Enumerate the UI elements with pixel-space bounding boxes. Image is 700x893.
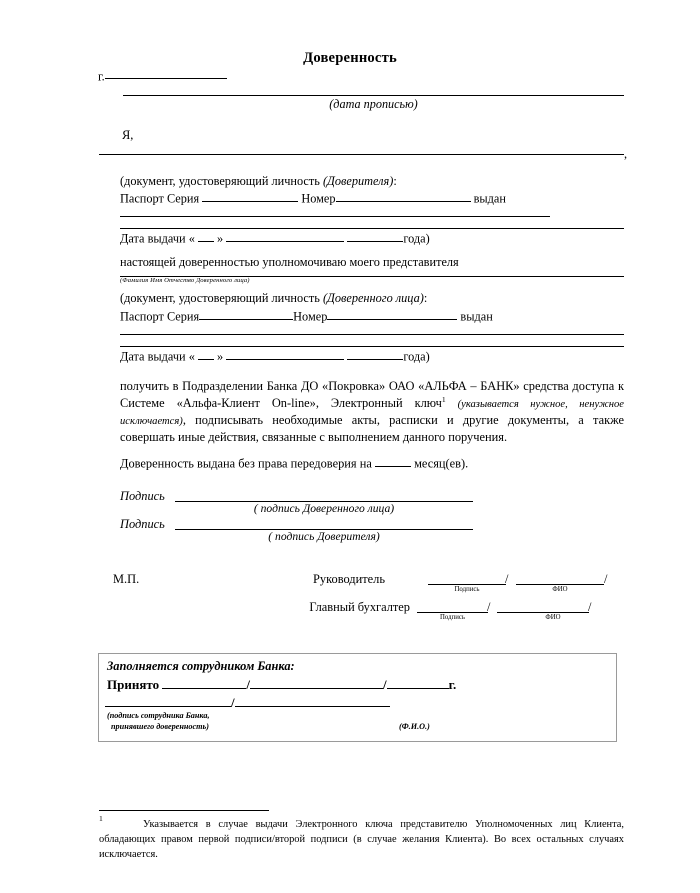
signature-caption-representative: ( подпись Доверенного лица) [253,502,395,515]
principal-name-blank[interactable] [99,154,624,155]
principal-issue-date-quote: » [217,231,224,246]
footnote-marker: 1 [441,394,446,404]
representative-id-doc-role: (Доверенного лица) [322,291,424,305]
representative-issue-year-input[interactable] [347,348,403,360]
representative-issuer-blank-2[interactable] [120,346,624,347]
representative-issue-date-label: Дата выдачи « [120,349,195,364]
bank-box-heading: Заполняется сотрудником Банка: [107,659,295,673]
authorize-statement: настоящей доверенностью уполномочиваю моего представителя [120,255,459,269]
authority-text-italic-note: (указывается нужное, ненужное исключается) [120,398,625,427]
principal-name-comma: , [624,147,628,161]
bank-accepted-day-input[interactable] [162,676,246,689]
accountant-separator-2: / [588,600,592,614]
representative-issue-month-input[interactable] [226,348,344,360]
representative-passport-issued-label: выдан [460,309,493,324]
date-in-words-blank[interactable] [123,95,624,96]
principal-issue-year-input[interactable] [347,230,403,242]
representative-passport-number-input[interactable] [327,308,457,320]
director-separator-2: / [604,572,608,586]
signature-caption-principal: ( подпись Доверителя) [268,530,380,543]
bank-signature-row [105,694,390,712]
principal-id-doc-role: (Доверителя) [322,174,394,188]
principal-passport-row [120,190,560,207]
representative-id-doc-label [120,291,560,307]
principal-passport-number-label: Номер [301,191,336,206]
principal-passport-series-input[interactable] [202,190,298,202]
accountant-signature-blank[interactable] [417,612,488,613]
bank-year-suffix: г. [448,676,457,692]
accountant-label: Главный бухгалтер [309,600,410,614]
representative-passport-number-label: Номер [293,309,328,324]
authority-text-part2: , подписывать необходимые акты, расписки и другие документы, а также совершать иные действия, связанные с выполнением данного поручения. [120,412,624,444]
principal-issuer-blank-1[interactable] [120,216,550,217]
footnote-text: Указывается в случае выдачи Электронного ключа представителю Уполномоченных лиц Клиента, обладающих правом первой подписи/второй подписи (в случае желания Клиента). Во всех остальных случаях исключается. [99,819,624,861]
representative-id-doc-prefix: (документ, удостоверяющий личность [120,291,323,305]
principal-issue-date-row [120,230,560,247]
bank-employee-box [98,653,617,742]
duration-suffix: месяц(ев). [414,456,469,471]
bank-employee-signature-input[interactable] [105,694,231,707]
accountant-separator-1: / [487,600,491,614]
accountant-fio-caption: ФИО [545,614,561,621]
city-input-blank[interactable] [105,67,227,79]
principal-passport-issued-label: выдан [473,191,506,206]
signature-label-representative: Подпись [120,489,165,503]
footnote-number: 1 [99,814,103,823]
principal-issue-month-input[interactable] [226,230,344,242]
representative-passport-row [120,308,560,325]
bank-accepted-row [107,676,456,694]
representative-passport-series-input[interactable] [199,308,293,320]
principal-issue-date-label: Дата выдачи « [120,231,195,246]
footnote-separator [99,810,269,811]
director-signature-caption: Подпись [454,586,480,593]
representative-issuer-blank-1[interactable] [120,334,624,335]
principal-id-doc-prefix: (документ, удостоверяющий личность [120,174,323,188]
representative-issue-year-label: года) [403,349,430,364]
duration-prefix: Доверенность выдана без права передоверия на [120,456,372,471]
principal-issue-year-label: года) [403,231,430,246]
duration-months-input[interactable] [375,455,411,467]
signature-label-principal: Подпись [120,517,165,531]
principal-passport-series-label: Паспорт Серия [120,191,200,206]
bank-accepted-label: Принято [107,676,160,692]
accountant-fio-blank[interactable] [497,612,589,613]
director-separator-1: / [505,572,509,586]
representative-issue-date-row [120,348,560,365]
principal-pronoun: Я, [122,128,134,142]
director-fio-blank[interactable] [516,584,604,585]
principal-issue-day-input[interactable] [198,230,214,242]
date-in-words-caption: (дата прописью) [329,97,418,111]
seal-place-label: М.П. [113,572,140,586]
representative-issue-day-input[interactable] [198,348,214,360]
director-signature-blank[interactable] [428,584,506,585]
principal-passport-number-input[interactable] [336,190,471,202]
accountant-signature-caption: Подпись [440,614,465,621]
bank-caption-line2: принявшего доверенность) [111,722,209,731]
authority-paragraph [120,378,624,445]
representative-id-doc-suffix: : [423,291,428,305]
bank-separator-3: / [231,694,235,710]
bank-separator-1: / [246,676,250,692]
bank-caption-line1: (подпись сотрудника Банка, [107,711,210,720]
representative-fio-caption: (Фамилия Имя Отчество Доверенного лица) [120,277,250,284]
bank-accepted-month-input[interactable] [250,676,383,689]
city-label: г. [98,69,105,84]
representative-passport-series-label: Паспорт Серия [120,309,200,324]
principal-id-doc-suffix: : [393,174,397,188]
bank-employee-fio-input[interactable] [235,694,390,707]
director-fio-caption: ФИО [552,586,568,593]
authority-text-part1: получить в Подразделении Банка ДО «Покровка» ОАО «АЛЬФА – БАНК» средства доступа к Системе «Альфа-Клиент On-line», Электронный ключ [120,379,624,410]
director-label: Руководитель [313,572,385,586]
principal-id-doc-label [120,174,560,190]
principal-issuer-blank-2[interactable] [120,228,624,229]
bank-separator-2: / [382,676,387,692]
bank-caption-fio: (Ф.И.О.) [399,722,430,731]
representative-issue-date-quote: » [217,349,224,364]
bank-accepted-year-input[interactable] [387,676,449,689]
duration-row [120,455,624,472]
city-row [98,68,628,85]
page-title: Доверенность [303,50,397,66]
